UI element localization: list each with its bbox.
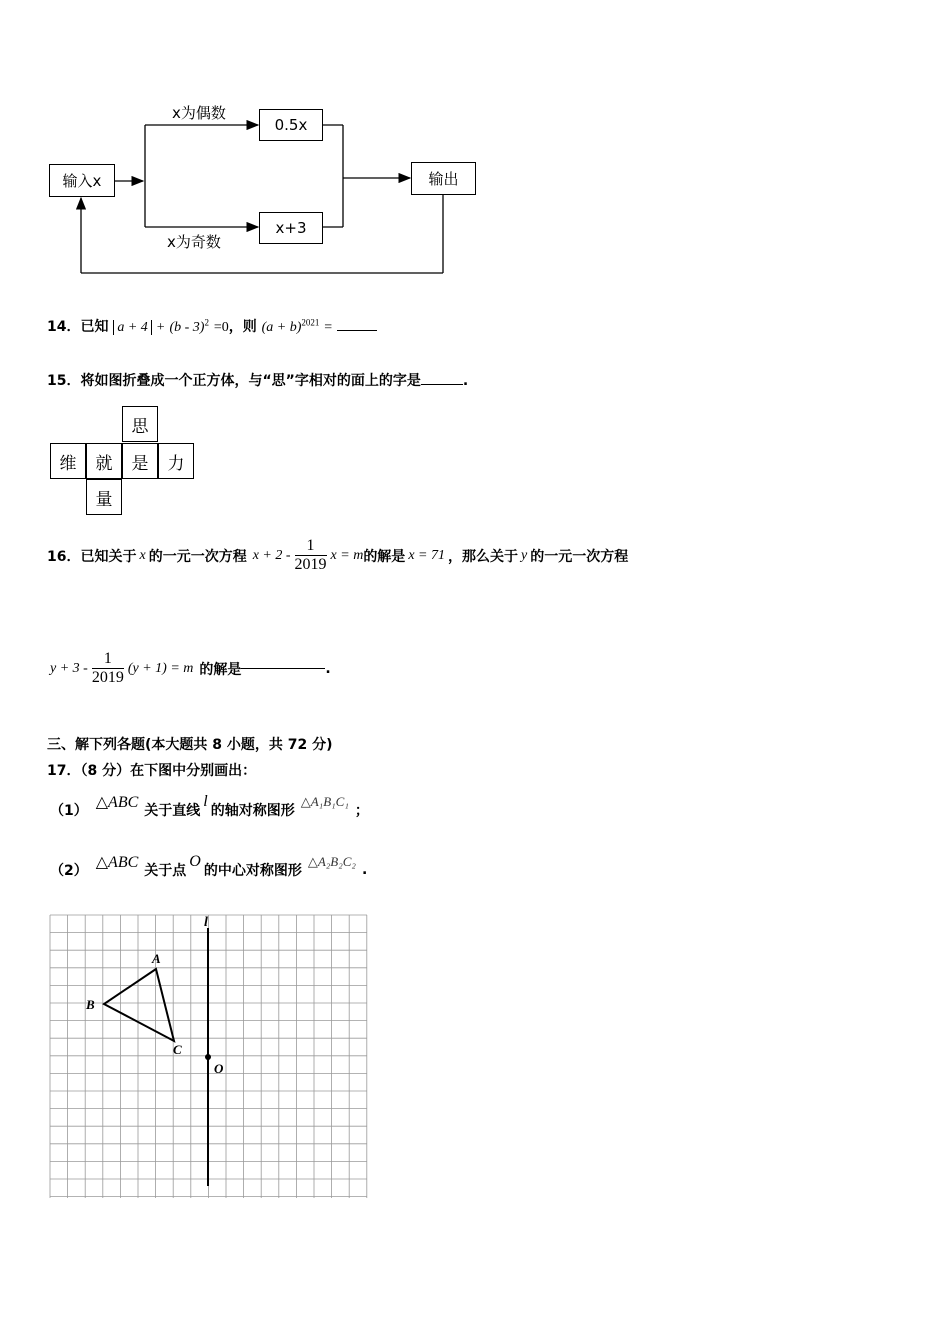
odd-branch-label: x为奇数 — [167, 233, 221, 251]
label-c: C — [173, 1042, 182, 1057]
output-label: 输出 — [428, 170, 459, 188]
question-14: 14．已知 a + 4 + (b - 3)$^2$ =0，则 $(a + b)^{2021}$ = — [47, 316, 377, 336]
triangle-abc — [104, 969, 174, 1041]
label-l: l — [204, 915, 208, 930]
label-a: A — [152, 951, 161, 966]
cube-cell-wei: 维 — [50, 443, 86, 479]
section-3-heading: 三、解下列各题(本大题共 8 小题，共 72 分) — [47, 737, 333, 753]
cube-cell-si: 思 — [122, 406, 158, 442]
question-16: 16． 已知关于 x 的一元一次方程 x + 2 - $\frac{1}{2019}$ x = m 的解是 x = 71 ，那么关于 y 的一元一次方程 — [47, 537, 629, 573]
odd-result-label: x+3 — [275, 219, 307, 237]
question-17-header: 17．（8 分）在下图中分别画出： — [47, 763, 257, 779]
fraction-1-2019-b: $\frac{1}{2019}$ — [91, 650, 124, 686]
even-result-label: 0.5x — [274, 116, 308, 134]
label-b: B — [86, 997, 95, 1012]
cube-cell-jiu: 就 — [86, 443, 122, 479]
even-branch-label: x为偶数 — [172, 104, 226, 122]
fraction-1-2019: $\frac{1}{2019}$ — [294, 537, 327, 573]
cube-cell-shi: 是 — [122, 443, 158, 479]
question-15: 15．将如图折叠成一个正方体，与“思”字相对的面上的字是 . — [47, 373, 469, 389]
question-17-item-2: （2） △ABC 关于点 O 的中心对称图形 △A₂B₂C₂ . — [50, 853, 368, 879]
point-o — [205, 1054, 211, 1060]
question-16-equation-2: y + 3 - $\frac{1}{2019}$ (y + 1) = m 的解是 . — [50, 650, 331, 686]
cube-cell-li: 力 — [158, 443, 194, 479]
cube-cell-liang: 量 — [86, 479, 122, 515]
question-17-item-1: （1） △ABC 关于直线 l 的轴对称图形 △A₁B₁C₁ ； — [50, 793, 369, 819]
label-o: O — [214, 1061, 224, 1076]
input-label: 输入x — [62, 172, 102, 190]
